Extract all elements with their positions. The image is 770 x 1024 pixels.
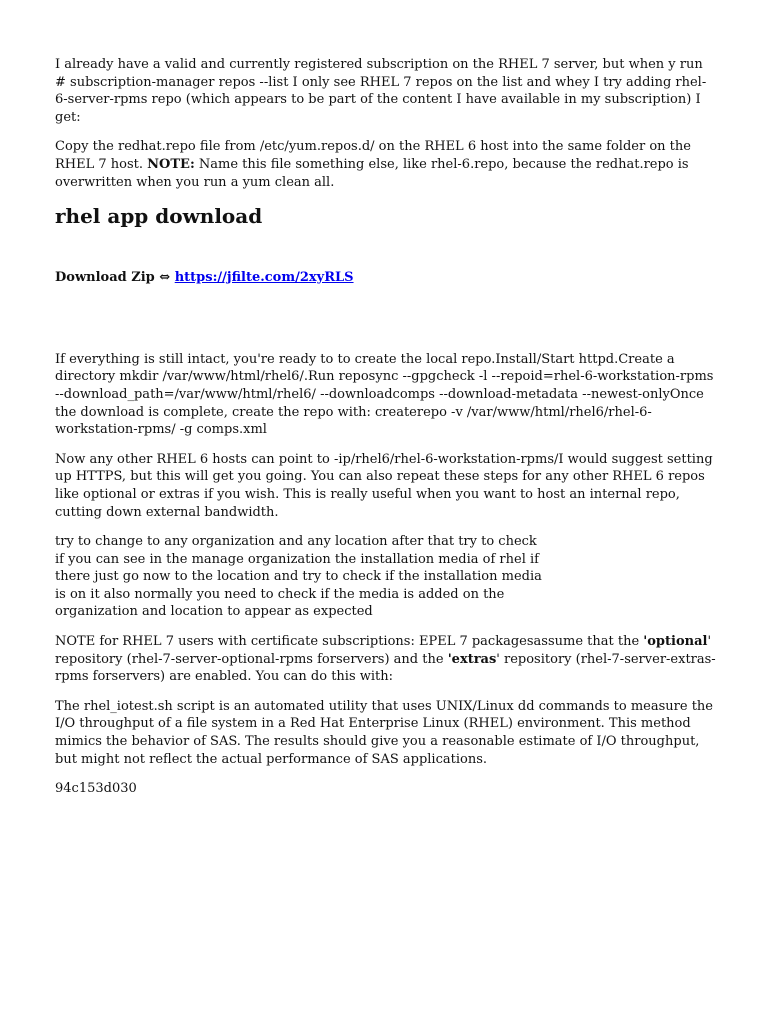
paragraph-epel-note [55, 633, 717, 686]
note-label: NOTE: [147, 156, 195, 172]
epel-text-c: ' repository (rhel-7-server-extras-rpms forservers) are enabled. You can do this with: [55, 651, 716, 685]
paragraph-other-hosts: Now any other RHEL 6 hosts can point to -ip/rhel6/rhel-6-workstation-rpms/I would suggest setting up HTTPS, but this will get you going. You can also repeat these steps for any other RHEL 6 repos like optional or extras if you wish. This is really useful when you want to host an internal repo, cutting down external bandwidth. [55, 451, 713, 520]
optional-label: 'optional [643, 634, 708, 650]
paragraph-iotest: The rhel_iotest.sh script is an automated utility that uses UNIX/Linux dd commands to measure the I/O throughput of a file system in a Red Hat Enterprise Linux (RHEL) environment. This method mimics the behavior of SAS. The results should give you a reasonable estimate of I/O throughput, but might not reflect the actual performance of SAS applications. [55, 698, 713, 767]
document-body [55, 56, 717, 810]
download-label: Download Zip ⇔ [55, 270, 175, 286]
epel-text-b: ' repository (rhel-7-server-optional-rpms forservers) and the [55, 634, 712, 667]
page-heading: rhel app download [55, 204, 263, 229]
epel-text-a: NOTE for RHEL 7 users with certificate subscriptions: EPEL 7 packagesassume that the [55, 634, 644, 650]
paragraph-subscription: I already have a valid and currently registered subscription on the RHEL 7 server, but when y run # subscription-manager repos --list I only see RHEL 7 repos on the list and whey I try adding rhel-6-server-rpms repo (which appears to be part of the content I have available in my subscription) I get: [55, 57, 707, 125]
copy-repo-note-text: Name this file something else, like rhel-6.repo, because the redhat.repo is overwritten when you run a yum clean all. [55, 156, 689, 190]
paragraph-local-repo: If everything is still intact, you're ready to to create the local repo.Install/Start httpd.Create a directory mkdir /var/www/html/rhel6/.Run reposync --gpgcheck -l --repoid=rhel-6-workstation-rpms --download_path=/var/www/html/rhel6/ --downloadcomps --download-metadata --newest-onlyOnce the download is complete, create the repo with: createrepo -v /var/www/html/rhel6/rhel-6-workstation-rpms/ -g comps.xml [55, 351, 714, 438]
copy-repo-text: Copy the redhat.repo file from /etc/yum.repos.d/ on the RHEL 6 host into the same folder on the RHEL 7 host. [55, 139, 691, 172]
extras-label: 'extras [447, 651, 497, 667]
paragraph-organization: try to change to any organization and any location after that try to check if you can see in the manage organization the installation media of rhel if there just go now to the location and try to check if the installation media is on it also normally you need to check if the media is added on the organization and location to appear as expected [55, 534, 542, 620]
hash-code: 94c153d030 [55, 781, 137, 797]
download-link[interactable]: https://jfilte.com/2xyRLS [174, 270, 354, 286]
download-line [55, 269, 717, 287]
paragraph-copy-repo [55, 138, 717, 191]
